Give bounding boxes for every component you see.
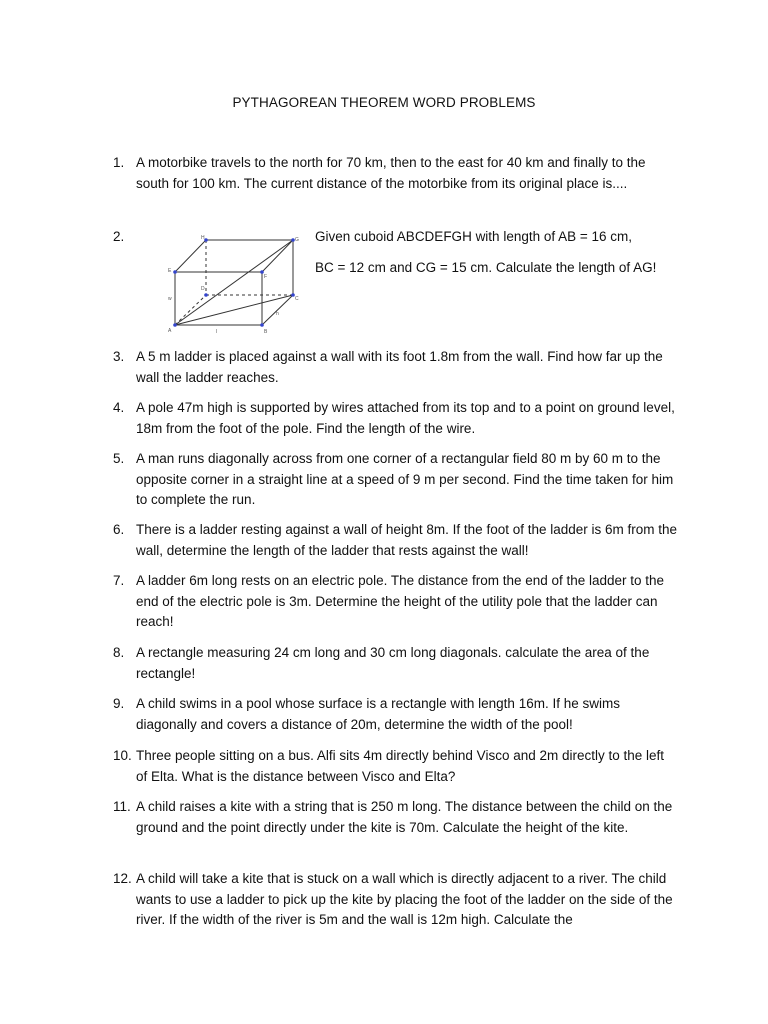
problem-10 — [113, 746, 678, 787]
problem-number: 3. — [113, 349, 125, 364]
problem-number: 2. — [113, 229, 125, 244]
problem-5 — [113, 449, 678, 511]
label-width: w — [168, 296, 172, 302]
problem-number: 1. — [113, 155, 125, 170]
problem-number: 4. — [113, 400, 125, 415]
problem-11 — [113, 797, 678, 838]
problem-text: A man runs diagonally across from one corner of a rectangular field 80 m by 60 m to the opposite corner in a straight line at a speed of 9 m per second. Find the time taken for him to complete the run. — [136, 451, 674, 507]
vertex-h — [204, 238, 208, 242]
vertex-a — [173, 323, 177, 327]
diagonal-ac — [175, 295, 293, 325]
vertex-b — [260, 323, 264, 327]
problem-1 — [113, 153, 678, 194]
problem-2-line-1: Given cuboid ABCDEFGH with length of AB = 16 cm, — [315, 229, 633, 244]
cuboid-figure — [160, 232, 310, 336]
problem-3 — [113, 347, 678, 388]
problem-text: A child will take a kite that is stuck on a wall which is directly adjacent to a river. The child wants to use a ladder to pick up the kite by placing the foot of the ladder on the side of the river. If the width of the river is 5m and the wall is 12m high. Calculate the — [136, 871, 673, 927]
problem-12 — [113, 869, 678, 931]
label-e: E — [168, 268, 172, 274]
problem-text: A 5 m ladder is placed against a wall with its foot 1.8m from the wall. Find how far up the wall the ladder reaches. — [136, 349, 663, 385]
problem-number: 10. — [113, 748, 132, 763]
problem-number: 7. — [113, 573, 125, 588]
problem-text: A ladder 6m long rests on an electric pole. The distance from the end of the ladder to the end of the electric pole is 3m. Determine the height of the utility pole that the ladder can reach! — [136, 573, 665, 629]
problem-8 — [113, 643, 678, 684]
problem-number: 9. — [113, 696, 125, 711]
problem-text: A child raises a kite with a string that is 250 m long. The distance between the child on the ground and the point directly under the kite is 70m. Calculate the height of the kite. — [136, 799, 673, 835]
problem-2-line-2: BC = 12 cm and CG = 15 cm. Calculate the length of AG! — [315, 260, 657, 275]
problem-number: 8. — [113, 645, 125, 660]
edge-eh — [175, 240, 206, 272]
label-a: A — [168, 328, 172, 334]
problem-number: 5. — [113, 451, 125, 466]
label-c: C — [295, 296, 299, 302]
edge-bc — [262, 295, 293, 325]
problem-text: There is a ladder resting against a wall of height 8m. If the foot of the ladder is 6m from the wall, determine the length of the ladder that rests against the wall! — [136, 522, 678, 558]
problem-6 — [113, 520, 678, 561]
label-height: h — [276, 311, 279, 317]
problem-text: A child swims in a pool whose surface is a rectangle with length 16m. If he swims diagonally and covers a distance of 20m, determine the width of the pool! — [136, 696, 620, 732]
vertex-e — [173, 270, 177, 274]
problem-7 — [113, 571, 678, 633]
label-length: l — [216, 329, 218, 335]
edge-ad — [175, 295, 206, 325]
problem-number: 6. — [113, 522, 125, 537]
label-f: F — [264, 274, 268, 280]
edge-fg — [262, 240, 293, 272]
label-b: B — [264, 329, 268, 335]
label-g: G — [295, 237, 299, 243]
page-title: PYTHAGOREAN THEOREM WORD PROBLEMS — [232, 95, 536, 110]
problem-9 — [113, 694, 678, 735]
label-h: H — [201, 235, 205, 241]
problem-number: 12. — [113, 871, 132, 886]
vertex-d — [204, 293, 208, 297]
problem-number: 11. — [113, 799, 131, 814]
problem-text: A pole 47m high is supported by wires attached from its top and to a point on ground level, 18m from the foot of the pole. Find the length of the wire. — [136, 400, 675, 436]
label-d: D — [201, 286, 205, 292]
problem-text: A rectangle measuring 24 cm long and 30 cm long diagonals. calculate the area of the rectangle! — [136, 645, 650, 681]
problem-text: Three people sitting on a bus. Alfi sits 4m directly behind Visco and 2m directly to the left of Elta. What is the distance between Visco and Elta? — [136, 748, 665, 784]
problem-text: A motorbike travels to the north for 70 km, then to the east for 40 km and finally to the south for 100 km. The current distance of the motorbike from its original place is.... — [136, 155, 646, 191]
problem-4 — [113, 398, 678, 439]
